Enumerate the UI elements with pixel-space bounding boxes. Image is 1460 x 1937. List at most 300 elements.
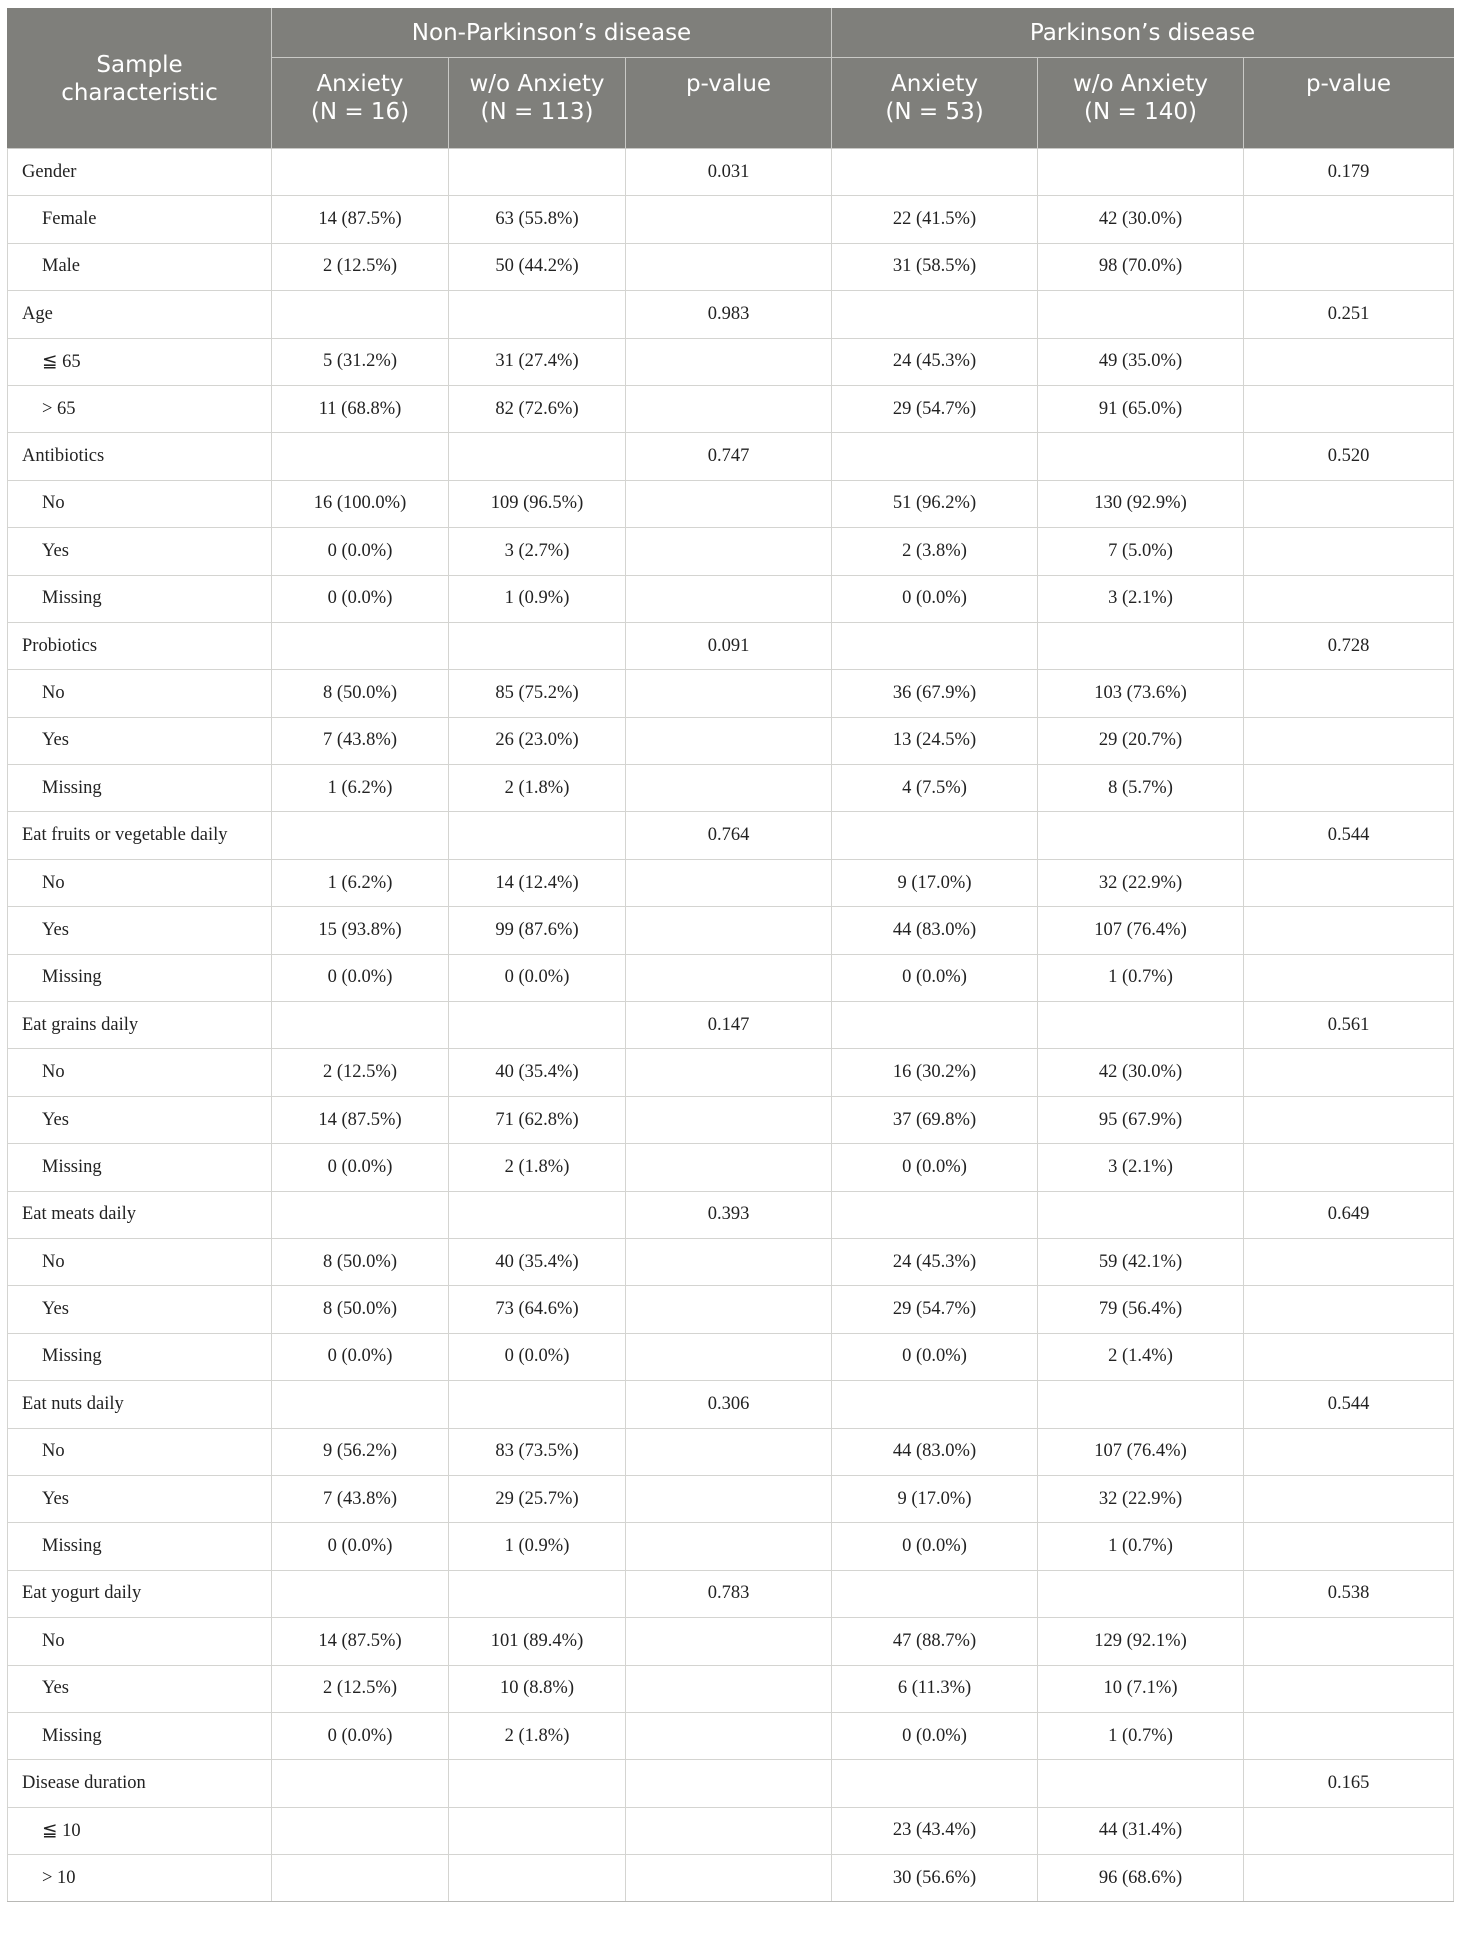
table-row-subcategory (8, 528, 1454, 575)
table-row-category (8, 1002, 1454, 1049)
row-label: Eat nuts daily (8, 1381, 272, 1428)
pd-wo-anxiety-cell: 8 (5.7%) (1038, 765, 1244, 812)
table-row-category (8, 812, 1454, 859)
col-header-non-pd-pvalue (626, 58, 832, 149)
pd-pvalue-cell (1244, 480, 1454, 527)
pd-wo-anxiety-cell (1038, 1191, 1244, 1238)
non-pd-pvalue-cell (626, 1049, 832, 1096)
non-pd-anxiety-cell (272, 622, 449, 669)
non-pd-wo-anxiety-cell: 63 (55.8%) (449, 196, 626, 243)
group-header-non-pd: Non-Parkinson’s disease (272, 9, 832, 58)
non-pd-anxiety-cell: 0 (0.0%) (272, 954, 449, 1001)
row-label: Missing (8, 954, 272, 1001)
sample-characteristic-header (8, 9, 272, 149)
non-pd-anxiety-cell: 9 (56.2%) (272, 1428, 449, 1475)
pd-pvalue-cell (1244, 1238, 1454, 1285)
pd-wo-anxiety-cell: 3 (2.1%) (1038, 1144, 1244, 1191)
pd-wo-anxiety-cell (1038, 433, 1244, 480)
pd-wo-anxiety-cell: 2 (1.4%) (1038, 1333, 1244, 1380)
pd-wo-anxiety-cell (1038, 1002, 1244, 1049)
non-pd-wo-anxiety-cell (449, 1381, 626, 1428)
pd-anxiety-cell (832, 1760, 1038, 1807)
non-pd-anxiety-cell: 2 (12.5%) (272, 1049, 449, 1096)
non-pd-wo-anxiety-cell: 85 (75.2%) (449, 670, 626, 717)
non-pd-anxiety-cell: 7 (43.8%) (272, 1475, 449, 1522)
table-row-subcategory (8, 575, 1454, 622)
table-row-subcategory (8, 717, 1454, 764)
row-label: No (8, 1049, 272, 1096)
table-row-subcategory (8, 480, 1454, 527)
pd-wo-anxiety-cell: 103 (73.6%) (1038, 670, 1244, 717)
table-row-subcategory (8, 1428, 1454, 1475)
non-pd-anxiety-cell: 14 (87.5%) (272, 1096, 449, 1143)
non-pd-wo-anxiety-cell: 109 (96.5%) (449, 480, 626, 527)
pd-anxiety-cell: 44 (83.0%) (832, 1428, 1038, 1475)
pd-anxiety-cell: 31 (58.5%) (832, 243, 1038, 290)
non-pd-wo-anxiety-cell (449, 812, 626, 859)
pd-pvalue-cell (1244, 385, 1454, 432)
non-pd-pvalue-cell (626, 385, 832, 432)
pd-anxiety-cell (832, 291, 1038, 338)
pd-wo-anxiety-cell: 32 (22.9%) (1038, 859, 1244, 906)
demographics-table (7, 8, 1454, 1902)
pd-anxiety-cell: 51 (96.2%) (832, 480, 1038, 527)
table-row-category (8, 1570, 1454, 1617)
pd-anxiety-cell (832, 1381, 1038, 1428)
non-pd-pvalue-cell (626, 243, 832, 290)
non-pd-anxiety-cell (272, 812, 449, 859)
pd-pvalue-cell (1244, 1096, 1454, 1143)
sample-characteristic-line1: Sample (96, 51, 183, 78)
pd-wo-anxiety-cell: 1 (0.7%) (1038, 1523, 1244, 1570)
col-header-pd-pvalue (1244, 58, 1454, 149)
non-pd-anxiety-cell: 0 (0.0%) (272, 528, 449, 575)
non-pd-pvalue-cell (626, 528, 832, 575)
pd-anxiety-cell: 4 (7.5%) (832, 765, 1038, 812)
pd-pvalue-cell: 0.728 (1244, 622, 1454, 669)
non-pd-pvalue-cell: 0.747 (626, 433, 832, 480)
col-header-count: (N = 113) (480, 99, 594, 125)
non-pd-wo-anxiety-cell (449, 291, 626, 338)
non-pd-anxiety-cell (272, 1855, 449, 1902)
row-label: Age (8, 291, 272, 338)
pd-wo-anxiety-cell: 42 (30.0%) (1038, 196, 1244, 243)
non-pd-pvalue-cell: 0.983 (626, 291, 832, 338)
pd-pvalue-cell (1244, 1807, 1454, 1854)
pd-anxiety-cell: 29 (54.7%) (832, 385, 1038, 432)
non-pd-anxiety-cell (272, 291, 449, 338)
row-label: No (8, 480, 272, 527)
pd-anxiety-cell: 9 (17.0%) (832, 1475, 1038, 1522)
table-body (8, 149, 1454, 1902)
pd-pvalue-cell (1244, 1855, 1454, 1902)
pd-pvalue-cell (1244, 1475, 1454, 1522)
non-pd-pvalue-cell (626, 1760, 832, 1807)
row-label: Yes (8, 907, 272, 954)
non-pd-pvalue-cell (626, 670, 832, 717)
pd-wo-anxiety-cell: 29 (20.7%) (1038, 717, 1244, 764)
non-pd-pvalue-cell (626, 1475, 832, 1522)
row-label: Female (8, 196, 272, 243)
row-label: Yes (8, 1096, 272, 1143)
non-pd-anxiety-cell: 16 (100.0%) (272, 480, 449, 527)
pd-pvalue-cell: 0.649 (1244, 1191, 1454, 1238)
row-label: Eat grains daily (8, 1002, 272, 1049)
non-pd-pvalue-cell (626, 1618, 832, 1665)
pd-pvalue-cell: 0.251 (1244, 291, 1454, 338)
non-pd-anxiety-cell: 0 (0.0%) (272, 575, 449, 622)
row-label: Yes (8, 1475, 272, 1522)
pd-anxiety-cell: 47 (88.7%) (832, 1618, 1038, 1665)
pd-wo-anxiety-cell (1038, 1570, 1244, 1617)
pd-pvalue-cell (1244, 1665, 1454, 1712)
non-pd-wo-anxiety-cell: 26 (23.0%) (449, 717, 626, 764)
non-pd-anxiety-cell: 7 (43.8%) (272, 717, 449, 764)
pd-wo-anxiety-cell: 49 (35.0%) (1038, 338, 1244, 385)
non-pd-wo-anxiety-cell: 14 (12.4%) (449, 859, 626, 906)
table-row-subcategory (8, 1475, 1454, 1522)
non-pd-pvalue-cell: 0.147 (626, 1002, 832, 1049)
non-pd-pvalue-cell: 0.306 (626, 1381, 832, 1428)
row-label: ≦ 65 (8, 338, 272, 385)
table-row-subcategory (8, 338, 1454, 385)
pd-anxiety-cell: 2 (3.8%) (832, 528, 1038, 575)
pd-wo-anxiety-cell (1038, 1760, 1244, 1807)
pd-wo-anxiety-cell: 10 (7.1%) (1038, 1665, 1244, 1712)
row-label: Probiotics (8, 622, 272, 669)
non-pd-anxiety-cell: 1 (6.2%) (272, 859, 449, 906)
non-pd-anxiety-cell (272, 1381, 449, 1428)
non-pd-anxiety-cell: 1 (6.2%) (272, 765, 449, 812)
non-pd-wo-anxiety-cell: 10 (8.8%) (449, 1665, 626, 1712)
table-row-subcategory (8, 907, 1454, 954)
pd-wo-anxiety-cell: 95 (67.9%) (1038, 1096, 1244, 1143)
row-label: Disease duration (8, 1760, 272, 1807)
pd-pvalue-cell (1244, 954, 1454, 1001)
pd-pvalue-cell: 0.561 (1244, 1002, 1454, 1049)
non-pd-pvalue-cell: 0.783 (626, 1570, 832, 1617)
table-row-subcategory (8, 1665, 1454, 1712)
pd-anxiety-cell: 30 (56.6%) (832, 1855, 1038, 1902)
pd-pvalue-cell (1244, 528, 1454, 575)
pd-wo-anxiety-cell: 129 (92.1%) (1038, 1618, 1244, 1665)
non-pd-pvalue-cell (626, 338, 832, 385)
non-pd-anxiety-cell (272, 1570, 449, 1617)
pd-pvalue-cell (1244, 575, 1454, 622)
non-pd-anxiety-cell: 8 (50.0%) (272, 670, 449, 717)
non-pd-wo-anxiety-cell: 0 (0.0%) (449, 1333, 626, 1380)
pd-anxiety-cell: 23 (43.4%) (832, 1807, 1038, 1854)
non-pd-pvalue-cell (626, 859, 832, 906)
pd-wo-anxiety-cell: 130 (92.9%) (1038, 480, 1244, 527)
pd-pvalue-cell (1244, 1428, 1454, 1475)
non-pd-pvalue-cell (626, 1428, 832, 1475)
non-pd-pvalue-cell (626, 196, 832, 243)
pd-wo-anxiety-cell: 59 (42.1%) (1038, 1238, 1244, 1285)
table-row-subcategory (8, 859, 1454, 906)
pd-wo-anxiety-cell: 91 (65.0%) (1038, 385, 1244, 432)
pd-pvalue-cell (1244, 907, 1454, 954)
table-row-category (8, 1191, 1454, 1238)
non-pd-anxiety-cell: 0 (0.0%) (272, 1333, 449, 1380)
table-row-subcategory (8, 1618, 1454, 1665)
pd-pvalue-cell (1244, 1333, 1454, 1380)
non-pd-pvalue-cell (626, 575, 832, 622)
pd-anxiety-cell: 24 (45.3%) (832, 338, 1038, 385)
non-pd-pvalue-cell (626, 1238, 832, 1285)
pd-anxiety-cell (832, 149, 1038, 196)
col-header-non-pd-wo-anxiety (449, 58, 626, 149)
non-pd-pvalue-cell: 0.091 (626, 622, 832, 669)
non-pd-anxiety-cell: 5 (31.2%) (272, 338, 449, 385)
pd-wo-anxiety-cell: 32 (22.9%) (1038, 1475, 1244, 1522)
pd-pvalue-cell (1244, 765, 1454, 812)
pd-anxiety-cell: 37 (69.8%) (832, 1096, 1038, 1143)
row-label: Missing (8, 765, 272, 812)
pd-anxiety-cell (832, 812, 1038, 859)
pd-anxiety-cell (832, 622, 1038, 669)
non-pd-anxiety-cell: 0 (0.0%) (272, 1523, 449, 1570)
non-pd-wo-anxiety-cell (449, 1191, 626, 1238)
pd-pvalue-cell: 0.544 (1244, 1381, 1454, 1428)
pd-anxiety-cell: 0 (0.0%) (832, 1144, 1038, 1191)
row-label: Yes (8, 1286, 272, 1333)
pd-anxiety-cell (832, 433, 1038, 480)
table-row-subcategory (8, 1712, 1454, 1759)
row-label: Missing (8, 575, 272, 622)
non-pd-wo-anxiety-cell: 1 (0.9%) (449, 575, 626, 622)
non-pd-pvalue-cell (626, 1286, 832, 1333)
pd-anxiety-cell: 13 (24.5%) (832, 717, 1038, 764)
pd-wo-anxiety-cell: 1 (0.7%) (1038, 1712, 1244, 1759)
non-pd-wo-anxiety-cell: 0 (0.0%) (449, 954, 626, 1001)
pd-wo-anxiety-cell: 79 (56.4%) (1038, 1286, 1244, 1333)
non-pd-wo-anxiety-cell: 40 (35.4%) (449, 1049, 626, 1096)
pd-anxiety-cell: 0 (0.0%) (832, 575, 1038, 622)
col-header-label: p-value (685, 71, 772, 97)
non-pd-anxiety-cell (272, 149, 449, 196)
pd-anxiety-cell: 22 (41.5%) (832, 196, 1038, 243)
non-pd-pvalue-cell (626, 1144, 832, 1191)
non-pd-pvalue-cell (626, 765, 832, 812)
non-pd-anxiety-cell: 14 (87.5%) (272, 196, 449, 243)
col-header-label: w/o Anxiety (469, 71, 605, 97)
row-label: Yes (8, 528, 272, 575)
non-pd-pvalue-cell (626, 1665, 832, 1712)
non-pd-anxiety-cell: 8 (50.0%) (272, 1238, 449, 1285)
pd-pvalue-cell (1244, 243, 1454, 290)
non-pd-anxiety-cell (272, 1191, 449, 1238)
pd-wo-anxiety-cell: 7 (5.0%) (1038, 528, 1244, 575)
pd-anxiety-cell: 36 (67.9%) (832, 670, 1038, 717)
row-label: Eat yogurt daily (8, 1570, 272, 1617)
pd-pvalue-cell: 0.544 (1244, 812, 1454, 859)
non-pd-pvalue-cell (626, 1855, 832, 1902)
non-pd-anxiety-cell: 0 (0.0%) (272, 1144, 449, 1191)
non-pd-pvalue-cell (626, 1807, 832, 1854)
row-label: > 10 (8, 1855, 272, 1902)
non-pd-wo-anxiety-cell: 29 (25.7%) (449, 1475, 626, 1522)
non-pd-wo-anxiety-cell (449, 1807, 626, 1854)
table-row-category (8, 1760, 1454, 1807)
row-label: Eat fruits or vegetable daily (8, 812, 272, 859)
sample-characteristic-line2: characteristic (61, 79, 218, 106)
col-header-count: (N = 16) (310, 99, 410, 125)
table-row-subcategory (8, 1286, 1454, 1333)
pd-wo-anxiety-cell (1038, 622, 1244, 669)
pd-wo-anxiety-cell: 44 (31.4%) (1038, 1807, 1244, 1854)
row-label: Missing (8, 1523, 272, 1570)
pd-pvalue-cell (1244, 338, 1454, 385)
pd-wo-anxiety-cell: 107 (76.4%) (1038, 1428, 1244, 1475)
non-pd-pvalue-cell (626, 1333, 832, 1380)
non-pd-pvalue-cell (626, 954, 832, 1001)
col-header-pd-anxiety (832, 58, 1038, 149)
pd-wo-anxiety-cell: 107 (76.4%) (1038, 907, 1244, 954)
table-row-subcategory (8, 765, 1454, 812)
pd-anxiety-cell: 0 (0.0%) (832, 1712, 1038, 1759)
row-label: Yes (8, 717, 272, 764)
pd-wo-anxiety-cell: 96 (68.6%) (1038, 1855, 1244, 1902)
pd-anxiety-cell: 0 (0.0%) (832, 954, 1038, 1001)
non-pd-wo-anxiety-cell: 73 (64.6%) (449, 1286, 626, 1333)
non-pd-wo-anxiety-cell: 2 (1.8%) (449, 1712, 626, 1759)
non-pd-pvalue-cell: 0.393 (626, 1191, 832, 1238)
non-pd-anxiety-cell (272, 1760, 449, 1807)
row-label: No (8, 1238, 272, 1285)
table-header (8, 9, 1454, 149)
non-pd-pvalue-cell (626, 1712, 832, 1759)
col-header-label: w/o Anxiety (1072, 71, 1209, 97)
pd-pvalue-cell: 0.520 (1244, 433, 1454, 480)
table-row-subcategory (8, 1238, 1454, 1285)
table-row-subcategory (8, 670, 1454, 717)
non-pd-wo-anxiety-cell: 99 (87.6%) (449, 907, 626, 954)
row-label: Gender (8, 149, 272, 196)
non-pd-wo-anxiety-cell (449, 1855, 626, 1902)
non-pd-wo-anxiety-cell: 3 (2.7%) (449, 528, 626, 575)
row-label: No (8, 670, 272, 717)
pd-anxiety-cell: 0 (0.0%) (832, 1333, 1038, 1380)
table-row-subcategory (8, 243, 1454, 290)
table-row-subcategory (8, 196, 1454, 243)
non-pd-wo-anxiety-cell (449, 1760, 626, 1807)
pd-wo-anxiety-cell (1038, 1381, 1244, 1428)
pd-pvalue-cell (1244, 717, 1454, 764)
non-pd-anxiety-cell: 0 (0.0%) (272, 1712, 449, 1759)
row-label: > 65 (8, 385, 272, 432)
pd-anxiety-cell: 16 (30.2%) (832, 1049, 1038, 1096)
col-header-pd-wo-anxiety (1038, 58, 1244, 149)
col-header-label: p-value (1305, 71, 1392, 97)
pd-pvalue-cell (1244, 1286, 1454, 1333)
pd-wo-anxiety-cell (1038, 149, 1244, 196)
pd-anxiety-cell: 29 (54.7%) (832, 1286, 1038, 1333)
row-label: Missing (8, 1144, 272, 1191)
non-pd-wo-anxiety-cell: 2 (1.8%) (449, 1144, 626, 1191)
non-pd-pvalue-cell (626, 717, 832, 764)
pd-pvalue-cell (1244, 1618, 1454, 1665)
col-header-count: (N = 53) (885, 99, 984, 125)
pd-wo-anxiety-cell: 98 (70.0%) (1038, 243, 1244, 290)
row-label: Male (8, 243, 272, 290)
pd-pvalue-cell (1244, 1712, 1454, 1759)
non-pd-wo-anxiety-cell (449, 622, 626, 669)
non-pd-anxiety-cell: 14 (87.5%) (272, 1618, 449, 1665)
table-row-category (8, 291, 1454, 338)
pd-pvalue-cell (1244, 1523, 1454, 1570)
non-pd-anxiety-cell: 15 (93.8%) (272, 907, 449, 954)
pd-wo-anxiety-cell: 1 (0.7%) (1038, 954, 1244, 1001)
pd-anxiety-cell: 24 (45.3%) (832, 1238, 1038, 1285)
group-header-pd: Parkinson’s disease (832, 9, 1454, 58)
pd-pvalue-cell (1244, 1144, 1454, 1191)
row-label: Missing (8, 1333, 272, 1380)
pd-pvalue-cell (1244, 859, 1454, 906)
pd-wo-anxiety-cell (1038, 291, 1244, 338)
non-pd-pvalue-cell (626, 480, 832, 527)
non-pd-wo-anxiety-cell: 50 (44.2%) (449, 243, 626, 290)
table-row-subcategory (8, 1096, 1454, 1143)
non-pd-wo-anxiety-cell: 31 (27.4%) (449, 338, 626, 385)
pd-anxiety-cell: 9 (17.0%) (832, 859, 1038, 906)
non-pd-anxiety-cell (272, 433, 449, 480)
row-label: No (8, 1618, 272, 1665)
non-pd-wo-anxiety-cell: 1 (0.9%) (449, 1523, 626, 1570)
table-row-category (8, 433, 1454, 480)
non-pd-anxiety-cell (272, 1807, 449, 1854)
non-pd-pvalue-cell: 0.764 (626, 812, 832, 859)
pd-pvalue-cell (1244, 670, 1454, 717)
non-pd-pvalue-cell: 0.031 (626, 149, 832, 196)
pd-pvalue-cell (1244, 1049, 1454, 1096)
non-pd-anxiety-cell: 2 (12.5%) (272, 1665, 449, 1712)
pd-anxiety-cell: 6 (11.3%) (832, 1665, 1038, 1712)
table-row-subcategory (8, 1333, 1454, 1380)
table-row-subcategory (8, 1049, 1454, 1096)
non-pd-wo-anxiety-cell (449, 149, 626, 196)
row-label: No (8, 1428, 272, 1475)
col-header-count: (N = 140) (1084, 99, 1197, 125)
pd-wo-anxiety-cell: 3 (2.1%) (1038, 575, 1244, 622)
pd-anxiety-cell (832, 1570, 1038, 1617)
table-row-subcategory (8, 385, 1454, 432)
non-pd-wo-anxiety-cell (449, 1570, 626, 1617)
non-pd-wo-anxiety-cell: 83 (73.5%) (449, 1428, 626, 1475)
non-pd-pvalue-cell (626, 1096, 832, 1143)
non-pd-anxiety-cell: 2 (12.5%) (272, 243, 449, 290)
non-pd-wo-anxiety-cell: 101 (89.4%) (449, 1618, 626, 1665)
pd-wo-anxiety-cell: 42 (30.0%) (1038, 1049, 1244, 1096)
pd-pvalue-cell (1244, 196, 1454, 243)
table-row-subcategory (8, 954, 1454, 1001)
non-pd-pvalue-cell (626, 907, 832, 954)
table-row-category (8, 149, 1454, 196)
row-label: Missing (8, 1712, 272, 1759)
table-row-subcategory (8, 1807, 1454, 1854)
pd-anxiety-cell (832, 1002, 1038, 1049)
non-pd-wo-anxiety-cell: 82 (72.6%) (449, 385, 626, 432)
non-pd-anxiety-cell: 11 (68.8%) (272, 385, 449, 432)
pd-pvalue-cell: 0.165 (1244, 1760, 1454, 1807)
pd-pvalue-cell: 0.538 (1244, 1570, 1454, 1617)
row-label: ≦ 10 (8, 1807, 272, 1854)
row-label: Eat meats daily (8, 1191, 272, 1238)
non-pd-wo-anxiety-cell: 40 (35.4%) (449, 1238, 626, 1285)
non-pd-wo-anxiety-cell (449, 1002, 626, 1049)
non-pd-wo-anxiety-cell: 2 (1.8%) (449, 765, 626, 812)
pd-anxiety-cell (832, 1191, 1038, 1238)
